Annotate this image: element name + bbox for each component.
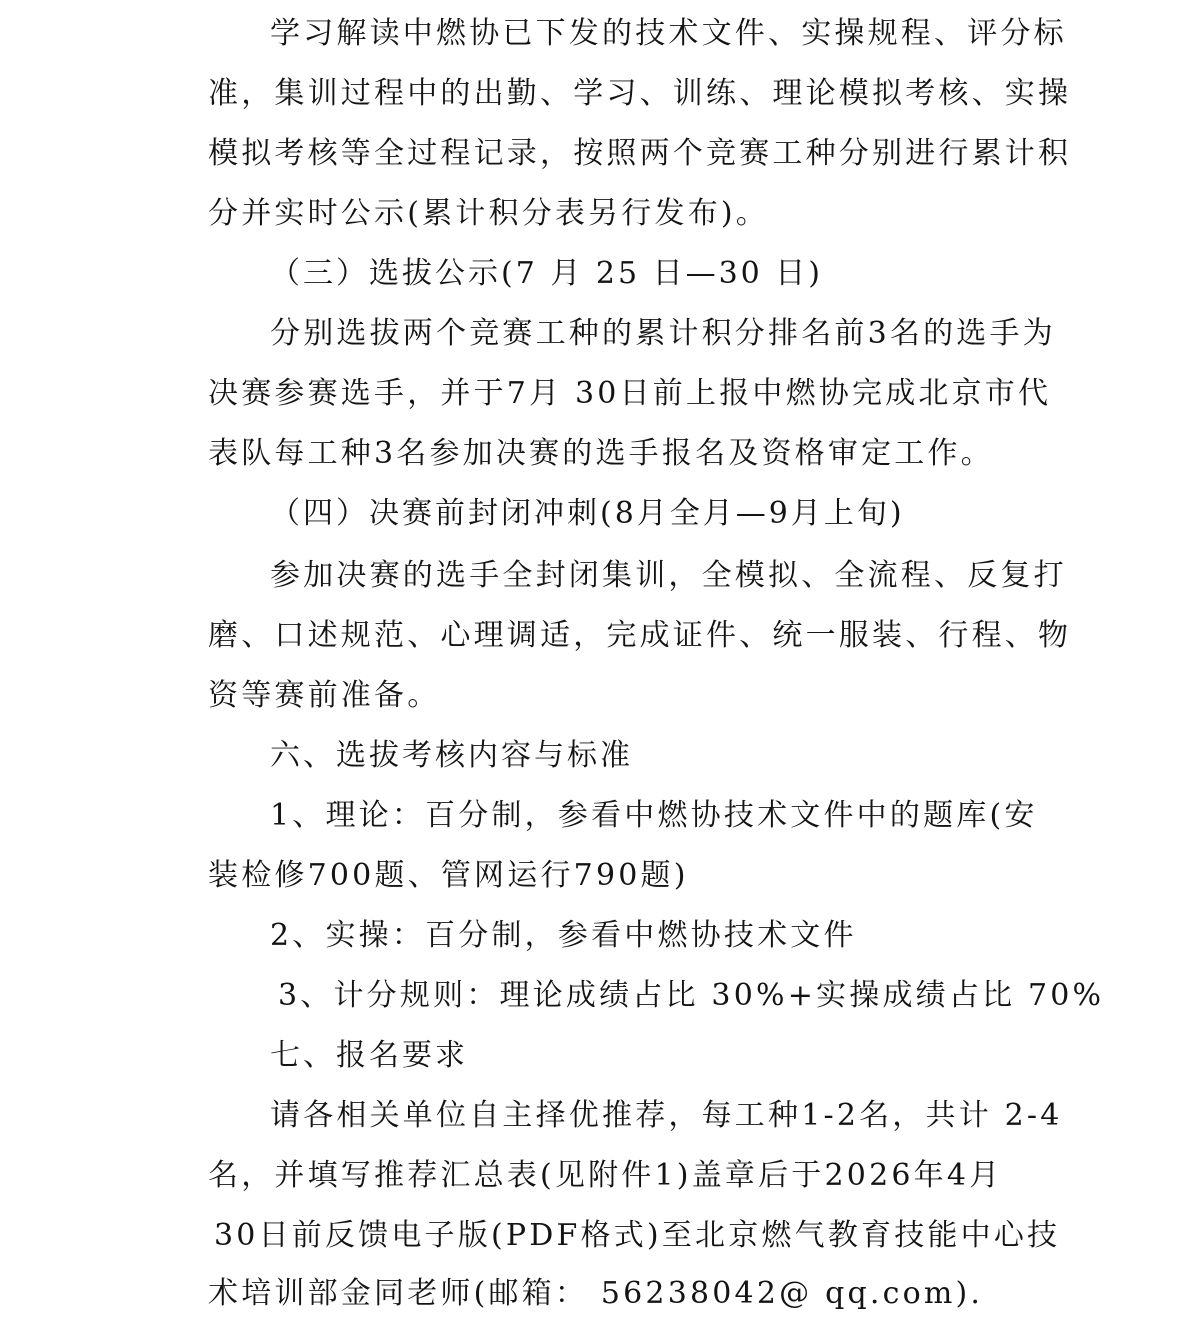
para1-line-4: 分并实时公示(累计积分表另行发布)。 bbox=[208, 196, 770, 231]
para3-line-2: 磨、口述规范、心理调适，完成证件、统一服装、行程、物 bbox=[208, 618, 1072, 653]
para3-line-3: 资等赛前准备。 bbox=[208, 678, 441, 713]
para1-line-1: 学习解读中燃协已下发的技术文件、实操规程、评分标 bbox=[270, 16, 1067, 51]
item-3: 3、计分规则：理论成绩占比 30%+实操成绩占比 70% bbox=[278, 978, 1105, 1013]
para2-line-3: 表队每工种3名参加决赛的选手报名及资格审定工作。 bbox=[208, 436, 994, 471]
para2-line-2: 决赛参赛选手，并于7月 30日前上报中燃协完成北京市代 bbox=[208, 376, 1052, 411]
item-1-line-1: 1、理论：百分制，参看中燃协技术文件中的题库(安 bbox=[270, 798, 1038, 833]
section-4-heading: （四）决赛前封闭冲刺(8月全月—9月上旬) bbox=[270, 496, 905, 531]
chapter-7-heading: 七、报名要求 bbox=[270, 1038, 468, 1073]
para3-line-1: 参加决赛的选手全封闭集训，全模拟、全流程、反复打 bbox=[270, 558, 1067, 593]
para4-line-2: 名，并填写推荐汇总表(见附件1)盖章后于2026年4月 bbox=[208, 1158, 1003, 1193]
para4-line-1: 请各相关单位自主择优推荐，每工种1-2名，共计 2-4 bbox=[270, 1098, 1063, 1133]
section-3-heading: （三）选拔公示(7 月 25 日—30 日) bbox=[270, 256, 823, 291]
para4-line-4: 术培训部金同老师(邮箱： 56238042@ qq.com). bbox=[208, 1276, 984, 1311]
para4-line-3: 30日前反馈电子版(PDF格式)至北京燃气教育技能中心技 bbox=[214, 1218, 1061, 1253]
para2-line-1: 分别选拔两个竞赛工种的累计积分排名前3名的选手为 bbox=[270, 316, 1056, 351]
item-1-line-2: 装检修700题、管网运行790题) bbox=[208, 858, 689, 893]
chapter-6-heading: 六、选拔考核内容与标准 bbox=[270, 738, 633, 773]
para1-line-2: 准，集训过程中的出勤、学习、训练、理论模拟考核、实操 bbox=[208, 76, 1072, 111]
para1-line-3: 模拟考核等全过程记录，按照两个竞赛工种分别进行累计积 bbox=[208, 136, 1072, 171]
item-2: 2、实操：百分制，参看中燃协技术文件 bbox=[270, 918, 857, 953]
